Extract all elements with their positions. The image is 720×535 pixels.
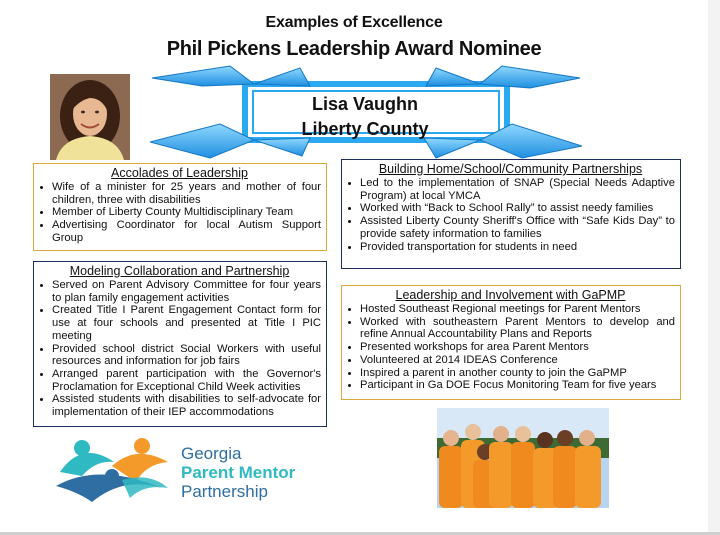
list-item: • Worked with “Back to School Rally” to assist needy families (360, 202, 675, 215)
leadership-list (346, 303, 675, 392)
list-item: • Assisted students with disabilities to self-advocate for implementation of their IEP accommodations (52, 393, 321, 418)
flyer-title: Examples of Excellence (265, 14, 443, 31)
accolades-heading: Accolades of Leadership (111, 166, 248, 180)
building-heading: Building Home/School/Community Partnerships (378, 162, 643, 176)
list-item: • Assisted Liberty County Sheriff's Office with “Safe Kids Day” to provide safety information to families (360, 215, 675, 240)
list-item: • Volunteered at 2014 IDEAS Conference (360, 354, 675, 367)
logo-line-partnership: Partnership (181, 482, 268, 501)
page-edge-shadow (708, 0, 720, 535)
list-item: • Created Title I Parent Engagement Contact form for use at four schools and presented at Title I PIC meeting (52, 304, 321, 342)
group-photo (437, 408, 609, 508)
list-item: • Led to the implementation of SNAP (Special Needs Adaptive Program) at local YMCA (360, 177, 675, 202)
list-item: • Wife of a minister for 25 years and mother of four children, three with disabilities (52, 181, 321, 206)
list-item: • Arranged parent participation with the Governor's Proclamation for Exceptional Child Week activities (52, 368, 321, 393)
list-item: • Advertising Coordinator for local Autism Support Group (52, 219, 321, 244)
list-item: • Member of Liberty County Multidisciplinary Team (52, 206, 321, 219)
list-item: • Provided transportation for students in need (360, 241, 675, 254)
modeling-section (33, 261, 327, 427)
building-list (346, 177, 675, 253)
building-section (341, 159, 681, 269)
nominee-photo (50, 74, 130, 160)
list-item: • Provided school district Social Workers with useful resources and information for job fairs (52, 343, 321, 368)
list-item: • Served on Parent Advisory Committee for four years to plan family engagement activities (52, 279, 321, 304)
leadership-heading: Leadership and Involvement with GaPMP (395, 288, 626, 302)
logo-line-georgia: Georgia (181, 444, 242, 463)
list-item: • Worked with southeastern Parent Mentors to develop and refine Annual Accountability Plans and Reports (360, 316, 675, 341)
flyer-subtitle: Phil Pickens Leadership Award Nominee (166, 38, 542, 60)
modeling-heading: Modeling Collaboration and Partnership (69, 264, 290, 278)
nominee-name: Lisa Vaughn (311, 94, 419, 114)
list-item: • Hosted Southeast Regional meetings for Parent Mentors (360, 303, 675, 316)
leadership-section (341, 285, 681, 400)
list-item: • Participant in Ga DOE Focus Monitoring Team for five years (360, 379, 675, 392)
modeling-list (38, 279, 321, 419)
list-item: • Inspired a parent in another county to join the GaPMP (360, 367, 675, 380)
accolades-list (38, 181, 321, 245)
logo-line-parent-mentor: Parent Mentor (181, 463, 296, 482)
accolades-section (33, 163, 327, 251)
nominee-county: Liberty County (301, 119, 429, 139)
list-item: • Presented workshops for area Parent Mentors (360, 341, 675, 354)
